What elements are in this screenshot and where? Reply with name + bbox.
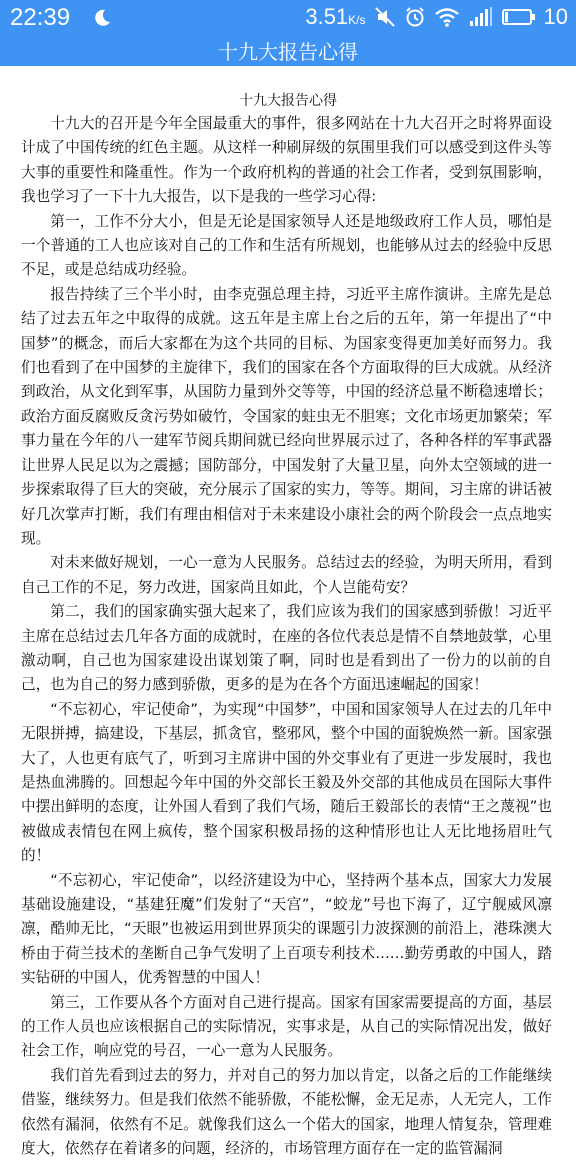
paragraph: 第一，工作不分大小，但是无论是国家领导人还是地级政府工作人员，哪怕是一个普通的工人也应该对自己的工作和生活有所规划，也能够从过去的经验中反思不足，或是总结成功经验。	[21, 212, 552, 279]
paragraph: 十九大的召开是今年全国最重大的事件，很多网站在十九大召开之时将界面设计成了中国传统的红色主题。从这样一种刷屏级的氛围里我们可以感受到这件头等大事的重要性和隆重性。作为一个政府机构的普通的社会工作者，受到氛围影响，我也学习了一下十九大报告，以下是我的一些学习心得:	[21, 115, 552, 206]
signal-icon	[468, 6, 494, 28]
network-speed	[305, 4, 365, 30]
status-indicators	[305, 4, 568, 30]
document-viewer[interactable]	[0, 66, 576, 1158]
wifi-icon	[434, 6, 460, 28]
alarm-icon	[404, 6, 426, 28]
network-speed-value: 3.51	[305, 4, 349, 29]
paragraph: “不忘初心，牢记使命”，为实现“中国梦”，中国和国家领导人在过去的几年中无限拼搏，搞建设，下基层，抓贪官，整邪风，整个中国的面貌焕然一新。国家强大了，人也更有底气了，听到习主席讲中国的外交事业有了更进一步发展时，我也是热血沸腾的。回想起今年中国的外交部长王毅及外交部的其他成员在国际大事件中摆出鲜明的态度，让外国人看到了我们气场，随后王毅部长的表情“王之蔑视”也被做成表情包在网上疯传，整个国家积极昂扬的这种情形也让人无比地扬眉吐气的！	[21, 700, 552, 865]
battery-level: 10	[543, 4, 568, 29]
battery-icon	[502, 6, 536, 28]
paragraph: 报告持续了三个半小时，由李克强总理主持，习近平主席作演讲。主席先是总结了过去五年之中取得的成就。这五年是主席上台之后的五年，第一年提出了“中国梦”的概念，而后大家都在为这个共同的目标、为国家变得更加美好而努力。我们也看到了在中国梦的主旋律下，我们的国家在各个方面取得的巨大成就。从经济到政治，从文化到军事，从国防力量到外交等等，中国的经济总量不断稳速增长；政治方面反腐败反贪污势如破竹，令国家的蛀虫无不胆寒；文化市场更加繁荣；军事力量在今年的八一建军节阅兵期间就已经向世界展示过了，各种各样的军事武器让世界人民足以为之震撼；国防部分，中国发射了大量卫星，向外太空领域的进一步探索取得了巨大的突破，充分展示了国家的实力，等等。期间，习主席的讲话被好几次掌声打断，我们有理由相信对于未来建设小康社会的两个阶段会一点点地实现。	[21, 285, 552, 547]
paragraph: “不忘初心，牢记使命”，以经济建设为中心，坚持两个基本点，国家大力发展基础设施建设，“基建狂魔”们发射了“天宫”，“蛟龙”号也下海了，辽宁舰威风凛凛，酷帅无比，“天眼”也被运用到世界顶尖的课题引力波探测的前沿上，港珠澳大桥由于荷兰技术的垄断自己争气发明了上百项专利技术……勤劳勇敢的中国人，踏实钻研的中国人，优秀智慧的中国人！	[21, 871, 552, 987]
paragraph: 第二，我们的国家确实强大起来了，我们应该为我们的国家感到骄傲！习近平主席在总结过去几年各方面的成就时，在座的各位代表总是情不自禁地鼓掌，心里激动啊，自己也为国家建设出谋划策了啊，同时也是看到出了一份力的以前的自己，也为自己的努力感到骄傲，更多的是为在各个方面迅速崛起的国家！	[21, 603, 552, 694]
network-speed-unit: K/s	[348, 13, 366, 27]
app-title-bar	[0, 38, 576, 66]
document-title: 十九大报告心得	[239, 93, 337, 109]
paragraph: 我们首先看到过去的努力，并对自己的努力加以肯定，以备之后的工作能继续借鉴，继续努力。但是我们依然不能骄傲，不能松懈，金无足赤，人无完人，工作依然有漏洞，依然有不足。就像我们这么一个偌大的国家，地理人情复杂，管理难度大，依然存在着诸多的问题，经济的，市场管理方面存在一定的监管漏洞	[21, 1066, 552, 1158]
status-bar	[0, 0, 576, 38]
mute-icon	[374, 6, 396, 28]
paragraph: 第三，工作要从各个方面对自己进行提高。国家有国家需要提高的方面，基层的工作人员也应该根据自己的实际情况，实事求是，从自己的实际情况出发，做好社会工作，响应党的号召，一心一意为人民服务。	[21, 993, 552, 1060]
document-body	[0, 112, 576, 1161]
paragraph: 对未来做好规划，一心一意为人民服务。总结过去的经验，为明天所用，看到自己工作的不足，努力改进，国家尚且如此，个人岂能苟安？	[21, 554, 552, 596]
moon-icon	[92, 8, 112, 28]
status-time: 22:39	[10, 4, 71, 31]
app-title: 十九大报告心得	[218, 40, 358, 64]
